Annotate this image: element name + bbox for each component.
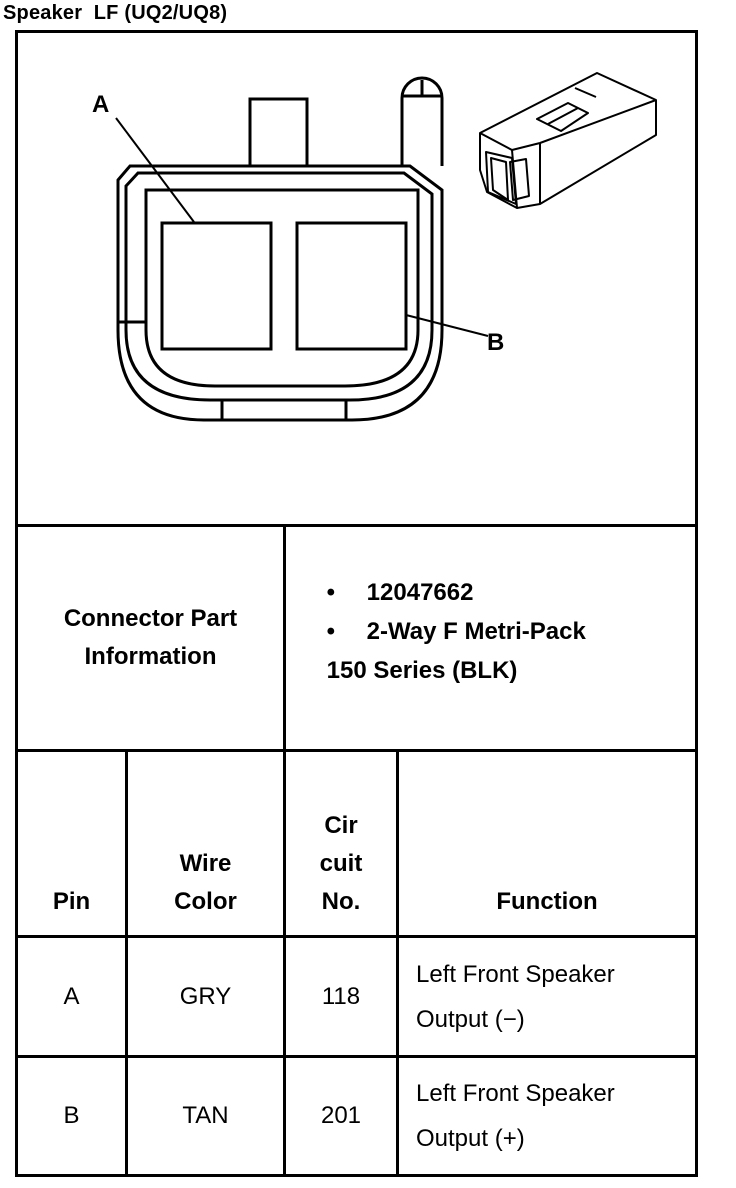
pin-cavity-a [162, 223, 271, 349]
header-wire-color-line1: Wire [179, 850, 232, 877]
table-row-a-function [399, 938, 695, 1055]
connector-isometric-view [480, 73, 656, 208]
header-circuit-line1: Cir [324, 812, 358, 839]
connector-description-line2: 150 Series (BLK) [326, 657, 518, 684]
connector-info-label-line2: Information [84, 643, 217, 670]
header-circuit-no [286, 752, 396, 935]
table-row-b-wire-color: TAN [182, 1102, 229, 1129]
callout-label-a: A [92, 91, 110, 118]
table-row-a-pin: A [63, 982, 80, 1010]
pin-cavity-b [297, 223, 406, 349]
header-circuit-line3: No. [321, 888, 361, 915]
function-line2: Output (+) [416, 1125, 525, 1152]
page-title: Speaker LF (UQ2/UQ8) [3, 2, 228, 24]
table-row-b-pin: B [63, 1102, 80, 1129]
connector-description-line1: 2-Way F Metri-Pack [366, 618, 586, 645]
table-row-b-circuit: 201 [320, 1102, 362, 1129]
connector-face-diagram [18, 33, 695, 524]
list-item [300, 545, 586, 606]
function-line2: Output (−) [416, 1005, 525, 1033]
header-pin [18, 752, 125, 935]
bullet: • [326, 579, 336, 606]
function-line1: Left Front Speaker [416, 1080, 615, 1107]
table-row-a-wire-color: GRY [179, 982, 232, 1010]
callout-label-b: B [487, 329, 505, 356]
bullet: • [326, 618, 336, 645]
connector-info-list [300, 545, 586, 684]
connector-outer-shell [118, 166, 442, 420]
header-circuit-line2: cuit [319, 850, 363, 877]
header-function-text: Function [496, 888, 598, 915]
header-function [399, 752, 695, 935]
table-row-a-circuit: 118 [321, 982, 361, 1010]
part-number: 12047662 [366, 579, 474, 606]
connector-info-label-line1: Connector Part [63, 605, 238, 632]
connector-info-label [18, 527, 283, 749]
table-row-b-function [399, 1058, 695, 1174]
function-line1: Left Front Speaker [416, 960, 615, 988]
latch-tab [250, 99, 307, 166]
header-pin-text: Pin [52, 888, 91, 915]
header-wire-color-line2: Color [174, 888, 237, 915]
header-wire-color [128, 752, 283, 935]
